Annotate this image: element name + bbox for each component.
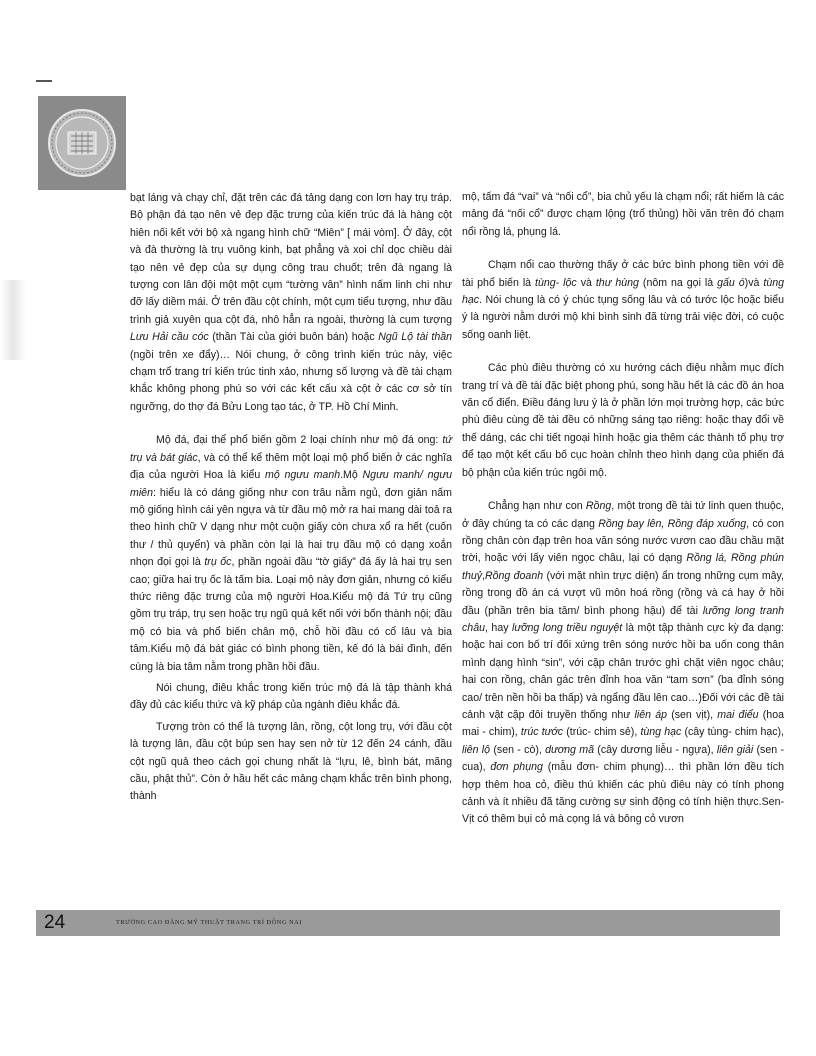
italic-term: tùng hạc	[462, 276, 784, 307]
text-run: Chạm nổi cao thường thấy ở các bức bình phong tiền với đề tài phổ biến là	[462, 259, 784, 289]
seal-emblem-icon	[38, 96, 126, 190]
text-run: Các phù điêu thường có xu hướng cách điệu nhằm mục đích trang trí và đề tài đặc biệt phong phú, song hầu hết là các đồ án hoa văn cổ điển. Điều đáng lưu ý là ở phần lớn mọi trường hợp, các bức phù điêu cùng đề tài đều có những sáng tạo riêng: hoặc thay đổi về thế dáng, các chi tiết ngoại hình hoặc gia thêm các thành tố phụ trợ để tạo một kết cấu bố cục hoàn chỉnh theo hình dạng của phiến đá bộ phận của kiến trúc ngôi mộ.	[462, 362, 784, 479]
text-run: , phần ngoài đầu “tờ giấy” đá ấy là hai trụ sen cao; giữa hai trụ ốc là tấm bia. Loại mộ này đơn giản, nhưng có kiểu thức riêng đặc trưng của mộ người Hoa.Kiểu mộ đá Tứ trụ cũng gồm trụ tráp, trụ sen hoặc trụ ngũ quả kết nối với bốn thành nội; đầu mộ có bia và phổ biến chân mộ, chỗ hồi đầu có cổ lâu và bia tâm.Kiểu mộ đá bát giác có bình phong tiền, kế đó là bái đình, đến cùng là bia tâm nằm trong phần hồi đầu.	[130, 556, 452, 673]
italic-term: liên áp	[634, 708, 668, 721]
italic-term: lưỡng long tranh châu	[462, 604, 784, 634]
text-run: (với mặt nhìn trực diện) ẩn trong những cụm mây, rồng trong đồ án cá vượt vũ môn hoá rồng (rồng và cá hay ở hồi đầu (phần trên bia tâm/ bình phong hậu) để tài	[462, 569, 784, 617]
italic-term: Ngũ Lộ tài thần	[378, 331, 452, 344]
text-run: , hay	[484, 621, 513, 634]
italic-term: Rồng bay lên, Rồng đáp xuống	[598, 517, 747, 530]
text-run: (ngồi trên xe đẩy)… Nói chung, ở công trình kiến trúc này, việc chạm trổ trang trí kiến trúc tinh xảo, nhưng số lượng và đề tài chạm khắc không phong phú so với các kết cấu xà cột ở các cơ sở tín ngưỡng, do thợ đá Bửu Long tạo tác, ở TP. Hồ Chí Minh.	[130, 348, 452, 413]
footer-bar	[36, 910, 780, 936]
italic-term: tùng hạc	[640, 726, 682, 739]
text-run: Tượng tròn có thể là tượng lân, rồng, cột long trụ, với đầu cột là tượng lân, đầu cột búp sen hay sen nở từ 12 đến 24 cánh, đầu cột ngũ quả theo cách gọi chung nhất là “lựu, lê, bình bát, mãng cầu, phật thủ”. Còn ở hầu hết các mảng chạm khắc trên bình phong, thành	[130, 720, 452, 803]
scan-shadow	[0, 280, 26, 360]
italic-term: đơn phụng	[490, 761, 543, 774]
italic-term: lưỡng long triều nguyệt	[512, 621, 623, 634]
paragraph	[462, 498, 784, 829]
italic-term: Lưu Hải cầu cóc	[130, 331, 209, 344]
text-run: (mẫu đơn- chim phụng)… thì phần lớn đều tích hợp thêm hoa cỏ, điều thú khiến các phù điêu này có tính phong cảnh và ít nhiều đã tăng cường sự sinh động có tính hiện thực.Sen-Vịt có thêm bụi cỏ mà cọng lá và bông cỏ vươn	[462, 761, 784, 826]
italic-term: trúc tước	[520, 726, 564, 739]
text-run: bạt láng và chạy chỉ, đặt trên các đá tảng dạng con lơn hay trụ tráp. Bộ phận đá tạo nên vẻ đẹp đặc trưng của kiến trúc đá là hàng cột hiên nối kết với bộ xà ngang hình chữ “Miên” [ mái vòm]. Ở đây, cột và đà thường là trụ vuông kinh, bạt phẳng và xoi chỉ dọc chiều dài tạo nên vẻ đẹp của sự dụng công trau chuốt; trên đà ngang là tượng con lân đội một một cụm “tường vân” hình nấm linh chi như đỡ lấy diềm mái. Ở trên đầu cột chính, một cụm tiểu tượng, như đầu trình giả xuyên qua cột đá, nhô hẳn ra ngoài, thường là cụm tượng	[130, 192, 452, 326]
corner-dash	[36, 80, 52, 82]
text-run: , có con rồng chân còn đạp trên hoa văn sóng nước vươn cao đầu chầu mặt trời, hoặc với lấy viên ngọc châu, lại có dạng	[462, 517, 784, 565]
paragraph	[130, 190, 452, 416]
text-run: (sen - cò),	[490, 743, 546, 756]
italic-term: Rồng	[585, 500, 612, 513]
italic-term: tùng- lộc	[535, 276, 577, 289]
footer-school-name: TRƯỜNG CAO ĐẲNG MỸ THUẬT TRANG TRÍ ĐỒNG NAI	[116, 919, 302, 926]
text-run: . Nói chung là có ý chúc tụng sống lâu và có tước lộc hoặc biểu ý là người nằm dưới mộ khi bình sinh đã từng trải việc đời, có cuộc sống oanh liệt.	[462, 294, 784, 341]
italic-term: thư hùng	[595, 276, 639, 289]
text-run: là một tập thành cực kỳ đa dạng: hoặc hai con bố trí đối xứng trên sóng nước hồi ba uốn cong thân mình dạng hình “sin”, với cặp chân trước ghì chặt viên ngọc châu; hai con rồng, chân gác trên đỉnh hoa văn “tam sơn” (ba đỉnh sóng cao/ trên nền hồi ba thấp) và ngẩng đầu lên cao…)Đối với các đề tài cảnh vật cặp đôi truyền thống như	[462, 621, 785, 721]
italic-term: liên lộ	[462, 743, 491, 756]
text-run: Mộ đá, đại thể phổ biến gồm 2 loại chính như mộ đá ong:	[156, 434, 443, 447]
text-run: )và	[744, 276, 764, 289]
text-run: ,	[482, 569, 485, 582]
paragraph	[130, 680, 452, 715]
text-run: : hiểu là có dáng giống như con trâu nằm ngủ, đơn giản nấm mộ giống hình cái yên ngựa và từ đầu mộ mở ra hai mang dài toả ra theo hình chữ V dạng như một cuộn giấy còn chưa xổ ra hết (cuốn thư / thủ quyển) và phần còn lại là hai trụ đầu mộ có dạng xoắn nhọn đọi gọi là	[130, 486, 452, 569]
italic-term: gấu ó	[717, 276, 745, 289]
text-run: (trúc- chim sẻ),	[563, 726, 641, 739]
text-run: và	[576, 276, 596, 289]
italic-term: Rồng lá, Rồng phún thuỷ	[462, 552, 784, 582]
left-column	[130, 190, 452, 806]
paragraph	[462, 360, 784, 482]
paragraph	[462, 257, 784, 344]
italic-term: dương mã	[545, 743, 594, 756]
text-run: (hoa mai - chim),	[462, 708, 784, 739]
text-run: .Mộ	[340, 469, 363, 482]
text-run: Chẳng hạn như con	[488, 500, 586, 513]
text-run: (cây dương liễu - ngựa),	[593, 743, 717, 756]
page-number: 24	[44, 912, 66, 933]
paragraph	[130, 432, 452, 676]
text-run: (sen - cua),	[462, 743, 784, 774]
paragraph	[462, 189, 784, 241]
text-run: (thần Tài của giới buôn bán) hoặc	[208, 331, 379, 344]
text-run: Nói chung, điêu khắc trong kiến trúc mộ đá là tập thành khá đầy đủ các kiểu thức và kỹ pháp của ngành điêu khắc đá.	[130, 681, 452, 712]
text-run: , một trong đề tài tứ linh quen thuộc, ở đây chúng ta có các dạng	[462, 500, 784, 530]
italic-term: mai điểu	[717, 708, 759, 721]
italic-term: trụ ốc	[204, 556, 232, 569]
italic-term: Ngưu manh/ ngưu miên	[130, 469, 453, 499]
text-run: , và có thể kể thêm một loại mộ phổ biến ở các nghĩa địa của người Hoa là kiểu	[130, 451, 452, 482]
school-seal-logo	[38, 96, 126, 190]
italic-term: Rồng đoanh	[484, 569, 544, 582]
text-run: mộ, tấm đá “vai” và “nối cổ”, bia chủ yếu là chạm nổi; rất hiếm là các mảng đá “nối cổ” được chạm lộng (trổ thủng) hồi văn trên đó chạm nổi rồng lá, phụng lá.	[462, 191, 784, 238]
italic-term: mộ ngưu manh	[265, 469, 341, 482]
italic-term: tứ trụ và bát giác	[130, 434, 452, 464]
right-column	[462, 189, 784, 829]
italic-term: liên giải	[716, 743, 754, 756]
text-run: (cây tùng- chim hạc),	[681, 726, 784, 739]
paragraph	[130, 719, 452, 806]
text-run: (nôm na gọi là	[638, 276, 718, 289]
text-run: (sen vịt),	[667, 708, 718, 721]
